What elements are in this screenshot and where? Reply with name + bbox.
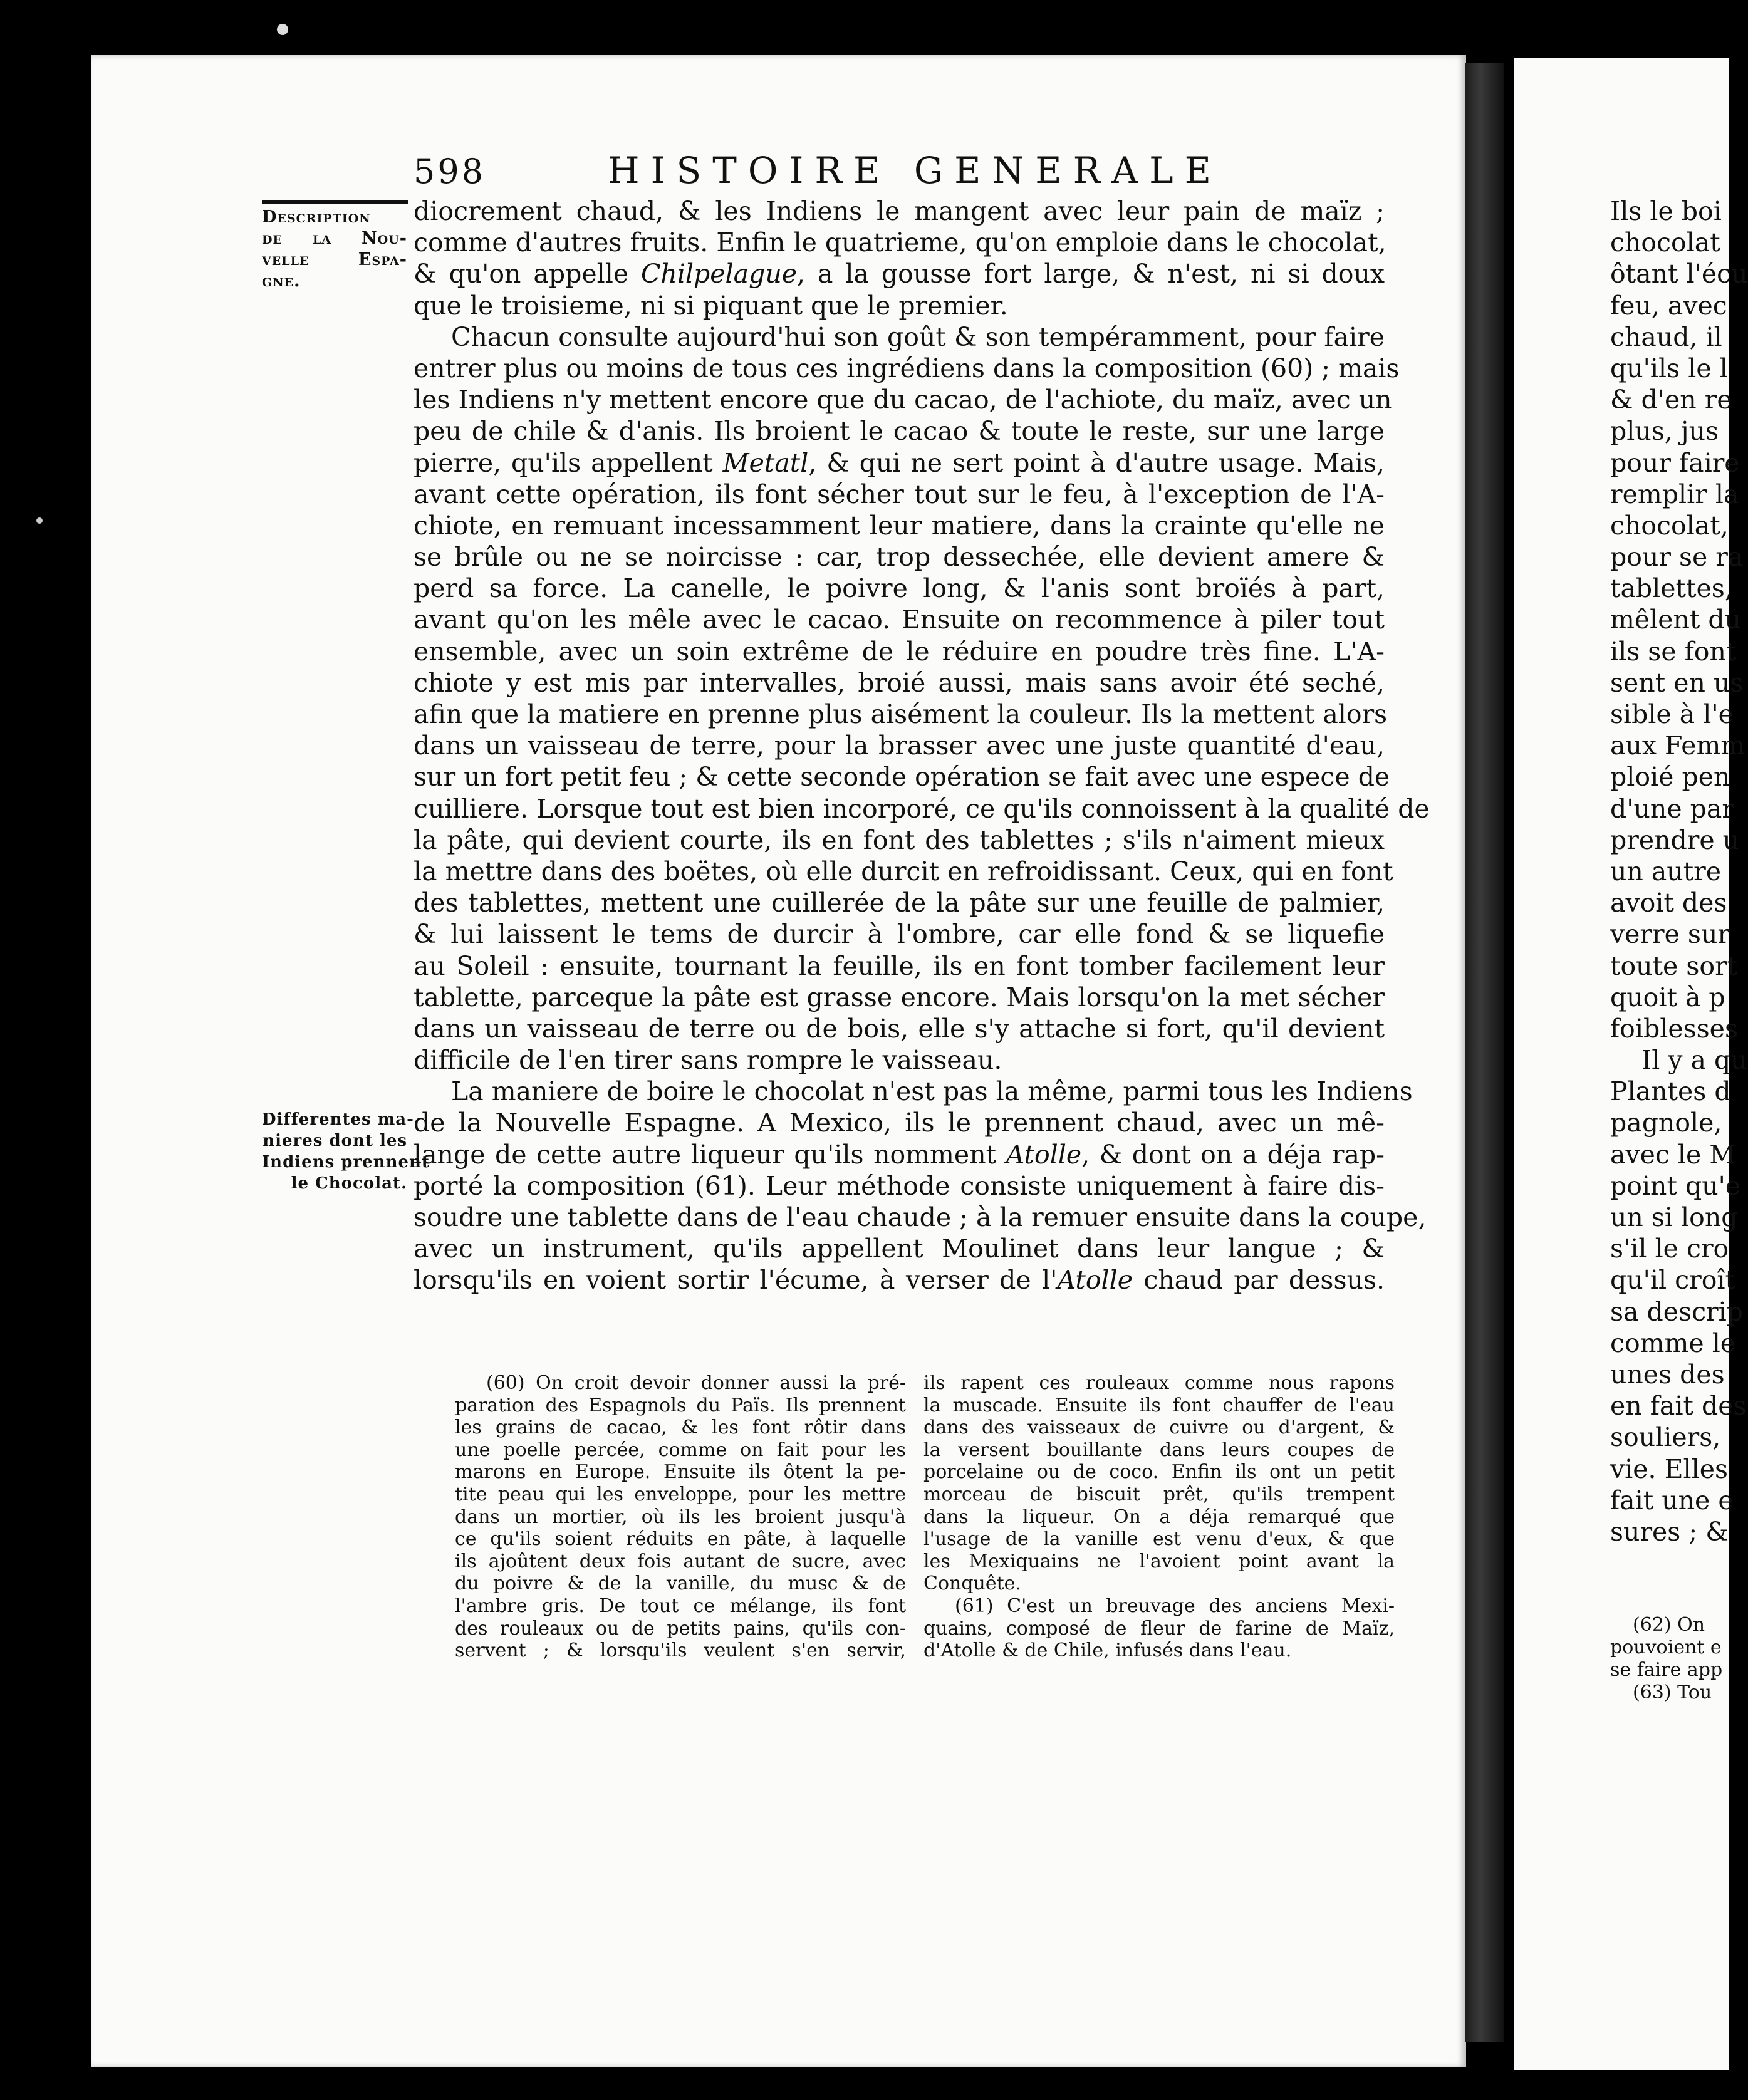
scan-speck — [36, 517, 43, 524]
footnote-line: quains, composé de fleur de farine de Maïz, — [923, 1617, 1395, 1640]
right-page-line: un si long — [1610, 1202, 1738, 1232]
right-page-line: pour faire — [1610, 447, 1740, 478]
margin-note-chocolate — [262, 1109, 430, 1194]
text-line: perd sa force. La canelle, le poivre long, & l'anis sont broïés à part, — [414, 573, 1385, 604]
right-page-line: d'une par — [1610, 793, 1734, 824]
right-page-line: sent en us — [1610, 667, 1744, 698]
text-line: la mettre dans des boëtes, où elle durcit en refroidissant. Ceux, qui en font — [414, 856, 1393, 886]
margin-rule — [262, 200, 408, 204]
right-page-line: & d'en re — [1610, 385, 1732, 415]
right-page-line: feu, avec — [1610, 290, 1727, 321]
text-line: chiote, en remuant incessamment leur matiere, dans la crainte qu'elle ne — [414, 510, 1385, 541]
right-page-line: un autre — [1610, 856, 1722, 886]
footnote-line: dans un mortier, où ils les broient jusqu'à — [455, 1505, 906, 1528]
text-line: afin que la matiere en prenne plus aisément la couleur. Ils la mettent alors — [414, 699, 1388, 729]
text-line: cuilliere. Lorsque tout est bien incorporé, ce qu'ils connoissent à la qualité de — [414, 793, 1430, 824]
right-page-line: sures ; & — [1610, 1516, 1729, 1547]
page-number: 598 — [414, 152, 486, 191]
text-line: avant cette opération, ils font sécher tout sur le feu, à l'exception de l'A- — [414, 479, 1385, 509]
footnote-column-2 — [923, 1372, 1395, 1662]
text-line: de la Nouvelle Espagne. A Mexico, ils le prennent chaud, avec un mê- — [414, 1108, 1385, 1138]
right-page-line: chaud, il — [1610, 321, 1722, 352]
footnote-line: ce qu'ils soient réduits en pâte, à laquelle — [455, 1528, 906, 1551]
text-line: difficile de l'en tirer sans rompre le vaisseau. — [414, 1045, 1002, 1076]
right-page-footnote-line: (62) On — [1633, 1614, 1705, 1636]
text-line: dans un vaisseau de terre ou de bois, elle s'y attache si fort, qu'il devient — [414, 1013, 1385, 1044]
right-page-line: plus, jus — [1610, 416, 1719, 447]
right-page-line: aux Femm — [1610, 730, 1745, 761]
text-line: diocrement chaud, & les Indiens le mangent avec leur pain de maïz ; — [414, 196, 1385, 226]
text-line: des tablettes, mettent une cuillerée de la pâte sur une feuille de palmier, — [414, 888, 1385, 918]
text-line: les Indiens n'y mettent encore que du cacao, de l'achiote, du maïz, avec un — [414, 385, 1392, 415]
text-line: ensemble, avec un soin extrême de le réduire en poudre très fine. L'A- — [414, 636, 1385, 667]
margin-note-line: velle Espa- — [262, 250, 407, 269]
right-page-footnote-line: pouvoient e — [1610, 1636, 1722, 1658]
running-title: HISTOIRE GENERALE — [608, 149, 1222, 192]
footnote-line: d'Atolle & de Chile, infusés dans l'eau. — [923, 1640, 1292, 1662]
footnote-line: une poelle percée, comme on fait pour les — [455, 1438, 906, 1461]
right-page-line: qu'il croît — [1610, 1265, 1736, 1296]
footnote-line: l'usage de la vanille est venu d'eux, & que — [923, 1528, 1395, 1551]
scan-speck — [277, 24, 288, 35]
text-line: soudre une tablette dans de l'eau chaude ; à la remuer ensuite dans la coupe, — [414, 1202, 1427, 1232]
right-page-line: foiblesses — [1610, 1013, 1738, 1044]
footnote-line: servent ; & lorsqu'ils veulent s'en servir, — [455, 1640, 906, 1662]
main-text-block — [414, 195, 1430, 1296]
footnote-line: ils ajoûtent deux fois autant de sucre, avec — [455, 1550, 906, 1572]
footnote-line: (61) C'est un breuvage des anciens Mexi- — [955, 1594, 1395, 1617]
right-page-line: s'il le cro — [1610, 1234, 1729, 1264]
footnote-line: du poivre & de la vanille, du musc & de — [455, 1572, 906, 1595]
right-page-line: mêlent du — [1610, 605, 1742, 635]
text-line: La maniere de boire le chocolat n'est pas la même, parmi tous les Indiens — [451, 1076, 1413, 1107]
footnote-line: porcelaine ou de coco. Enfin ils ont un petit — [923, 1461, 1395, 1484]
footnote-line: les grains de cacao, & les font rôtir dans — [455, 1416, 906, 1439]
right-page-footnote-line: (63) Tou — [1633, 1682, 1712, 1703]
text-line: peu de chile & d'anis. Ils broient le cacao & toute le reste, sur une large — [414, 416, 1385, 447]
text-line: entrer plus ou moins de tous ces ingrédiens dans la composition (60) ; mais — [414, 353, 1400, 383]
text-line: que le troisieme, ni si piquant que le premier. — [414, 290, 1008, 321]
text-line: lorsqu'ils en voient sortir l'écume, à verser de l'Atolle chaud par dessus. — [414, 1265, 1385, 1296]
right-page-line: qu'ils le l — [1610, 353, 1728, 383]
right-page-line: point qu'e — [1610, 1170, 1741, 1201]
right-page-line: en fait des — [1610, 1391, 1747, 1422]
right-page-line: chocolat — [1610, 227, 1720, 258]
right-page-line: sa descrip — [1610, 1296, 1743, 1327]
footnote-line: paration des Espagnols du Païs. Ils prennent — [455, 1394, 906, 1416]
footnote-line: dans des vaisseaux de cuivre ou d'argent, & — [923, 1416, 1395, 1439]
text-line: se brûle ou ne se noircisse : car, trop dessechée, elle devient amere & — [414, 542, 1385, 573]
margin-note-line: Description — [262, 207, 371, 227]
text-line: avant qu'on les mêle avec le cacao. Ensuite on recommence à piler tout — [414, 605, 1385, 635]
text-line: dans un vaisseau de terre, pour la brasser avec une juste quantité d'eau, — [414, 730, 1385, 761]
text-line: Chacun consulte aujourd'hui son goût & son tempéramment, pour faire — [451, 321, 1385, 352]
text-line: comme d'autres fruits. Enfin le quatrieme, qu'on emploie dans le chocolat, — [414, 227, 1386, 258]
right-page-footnotes — [1610, 1614, 1722, 1704]
footnote-line: marons en Europe. Ensuite ils ôtent la pe- — [455, 1461, 906, 1484]
text-line: tablette, parceque la pâte est grasse encore. Mais lorsqu'on la met sécher — [414, 982, 1385, 1012]
right-page-line: avec le M — [1610, 1139, 1736, 1170]
right-page-line: fait une e — [1610, 1485, 1734, 1515]
text-line: lange de cette autre liqueur qu'ils nomment Atolle, & dont on a déja rap- — [414, 1139, 1385, 1170]
footnote-line: dans la liqueur. On a déja remarqué que — [923, 1505, 1395, 1528]
footnote-line: morceau de biscuit prêt, qu'ils trempent — [923, 1483, 1395, 1505]
footnote-line: (60) On croit devoir donner aussi la pré- — [486, 1372, 906, 1394]
footnote-line: ils rapent ces rouleaux comme nous rapons — [923, 1372, 1395, 1394]
footnote-line: tite peau qui les enveloppe, pour les mettre — [455, 1483, 906, 1505]
text-line: & lui laissent le tems de durcir à l'ombre, car elle fond & se liquefie — [414, 919, 1385, 950]
footnote-line: des rouleaux ou de petits pains, qu'ils con- — [455, 1617, 906, 1640]
right-page-line: pagnole, — [1610, 1108, 1722, 1138]
footnote-column-1 — [455, 1372, 906, 1662]
margin-note-line: le Chocolat. — [291, 1174, 407, 1193]
text-line: avec un instrument, qu'ils appellent Moulinet dans leur langue ; & — [414, 1234, 1385, 1264]
right-page-line: ils se font — [1610, 636, 1737, 667]
text-line: & qu'on appelle Chilpelague, a la gousse fort large, & n'est, ni si doux — [414, 259, 1385, 289]
right-page-line: comme le — [1610, 1328, 1736, 1358]
right-page-line: chocolat, — [1610, 510, 1729, 541]
page-header — [414, 148, 1222, 198]
book-gutter — [1465, 63, 1504, 2042]
right-page-footnote-line: se faire app — [1610, 1659, 1723, 1681]
text-line: sur un fort petit feu ; & cette seconde opération se fait avec une espece de — [414, 762, 1390, 793]
right-page-line: Plantes d — [1610, 1076, 1731, 1107]
footnote-line: l'ambre gris. De tout ce mélange, ils font — [455, 1594, 906, 1617]
right-page-line: quoit à p — [1610, 982, 1725, 1012]
right-page-line: Ils le boi — [1610, 196, 1722, 226]
margin-note-line: de la Nou- — [262, 229, 407, 248]
margin-note-line: Indiens prennent — [262, 1153, 430, 1172]
right-page-line: remplir la — [1610, 479, 1739, 509]
right-page-text — [1610, 195, 1748, 1547]
right-page-line: unes des — [1610, 1359, 1725, 1390]
text-line: la pâte, qui devient courte, ils en font des tablettes ; s'ils n'aiment mieux — [414, 824, 1385, 855]
footnote-line: la versent bouillante dans leurs coupes de — [923, 1438, 1395, 1461]
text-line: porté la composition (61). Leur méthode consiste uniquement à faire dis- — [414, 1170, 1385, 1201]
footnote-line: les Mexiquains ne l'avoient point avant la — [923, 1550, 1395, 1572]
text-line: chiote y est mis par intervalles, broié aussi, mais sans avoir été seché, — [414, 667, 1385, 698]
right-page-line: prendre u — [1610, 824, 1740, 855]
margin-note-description — [262, 207, 407, 292]
right-page-line: vie. Elles — [1610, 1453, 1729, 1484]
right-page-line: verre sur — [1610, 919, 1730, 950]
footnote-line: la muscade. Ensuite ils font chauffer de l'eau — [923, 1394, 1395, 1416]
text-line: au Soleil : ensuite, tournant la feuille, ils en font tomber facilement leur — [414, 950, 1385, 981]
margin-note-line: nieres dont les — [263, 1131, 407, 1150]
right-page-line: sible à l'e — [1610, 699, 1734, 729]
footnote-line: Conquête. — [923, 1572, 1021, 1595]
right-page-line: ôtant l'écu — [1610, 259, 1748, 289]
margin-note-line: Differentes ma- — [262, 1110, 414, 1129]
right-page-line: tablettes, — [1610, 573, 1733, 604]
text-line: pierre, qu'ils appellent Metatl, & qui ne sert point à d'autre usage. Mais, — [414, 447, 1385, 478]
right-page-line: souliers, — [1610, 1422, 1721, 1453]
right-page-line: Il y a qu — [1641, 1045, 1747, 1076]
right-page-line: ploié pen — [1610, 762, 1730, 793]
right-page-line: avoit des — [1610, 888, 1727, 918]
margin-note-line: gne. — [262, 271, 301, 291]
right-page-line: toute sort — [1610, 950, 1738, 981]
right-page-line: pour se ra — [1610, 542, 1744, 573]
